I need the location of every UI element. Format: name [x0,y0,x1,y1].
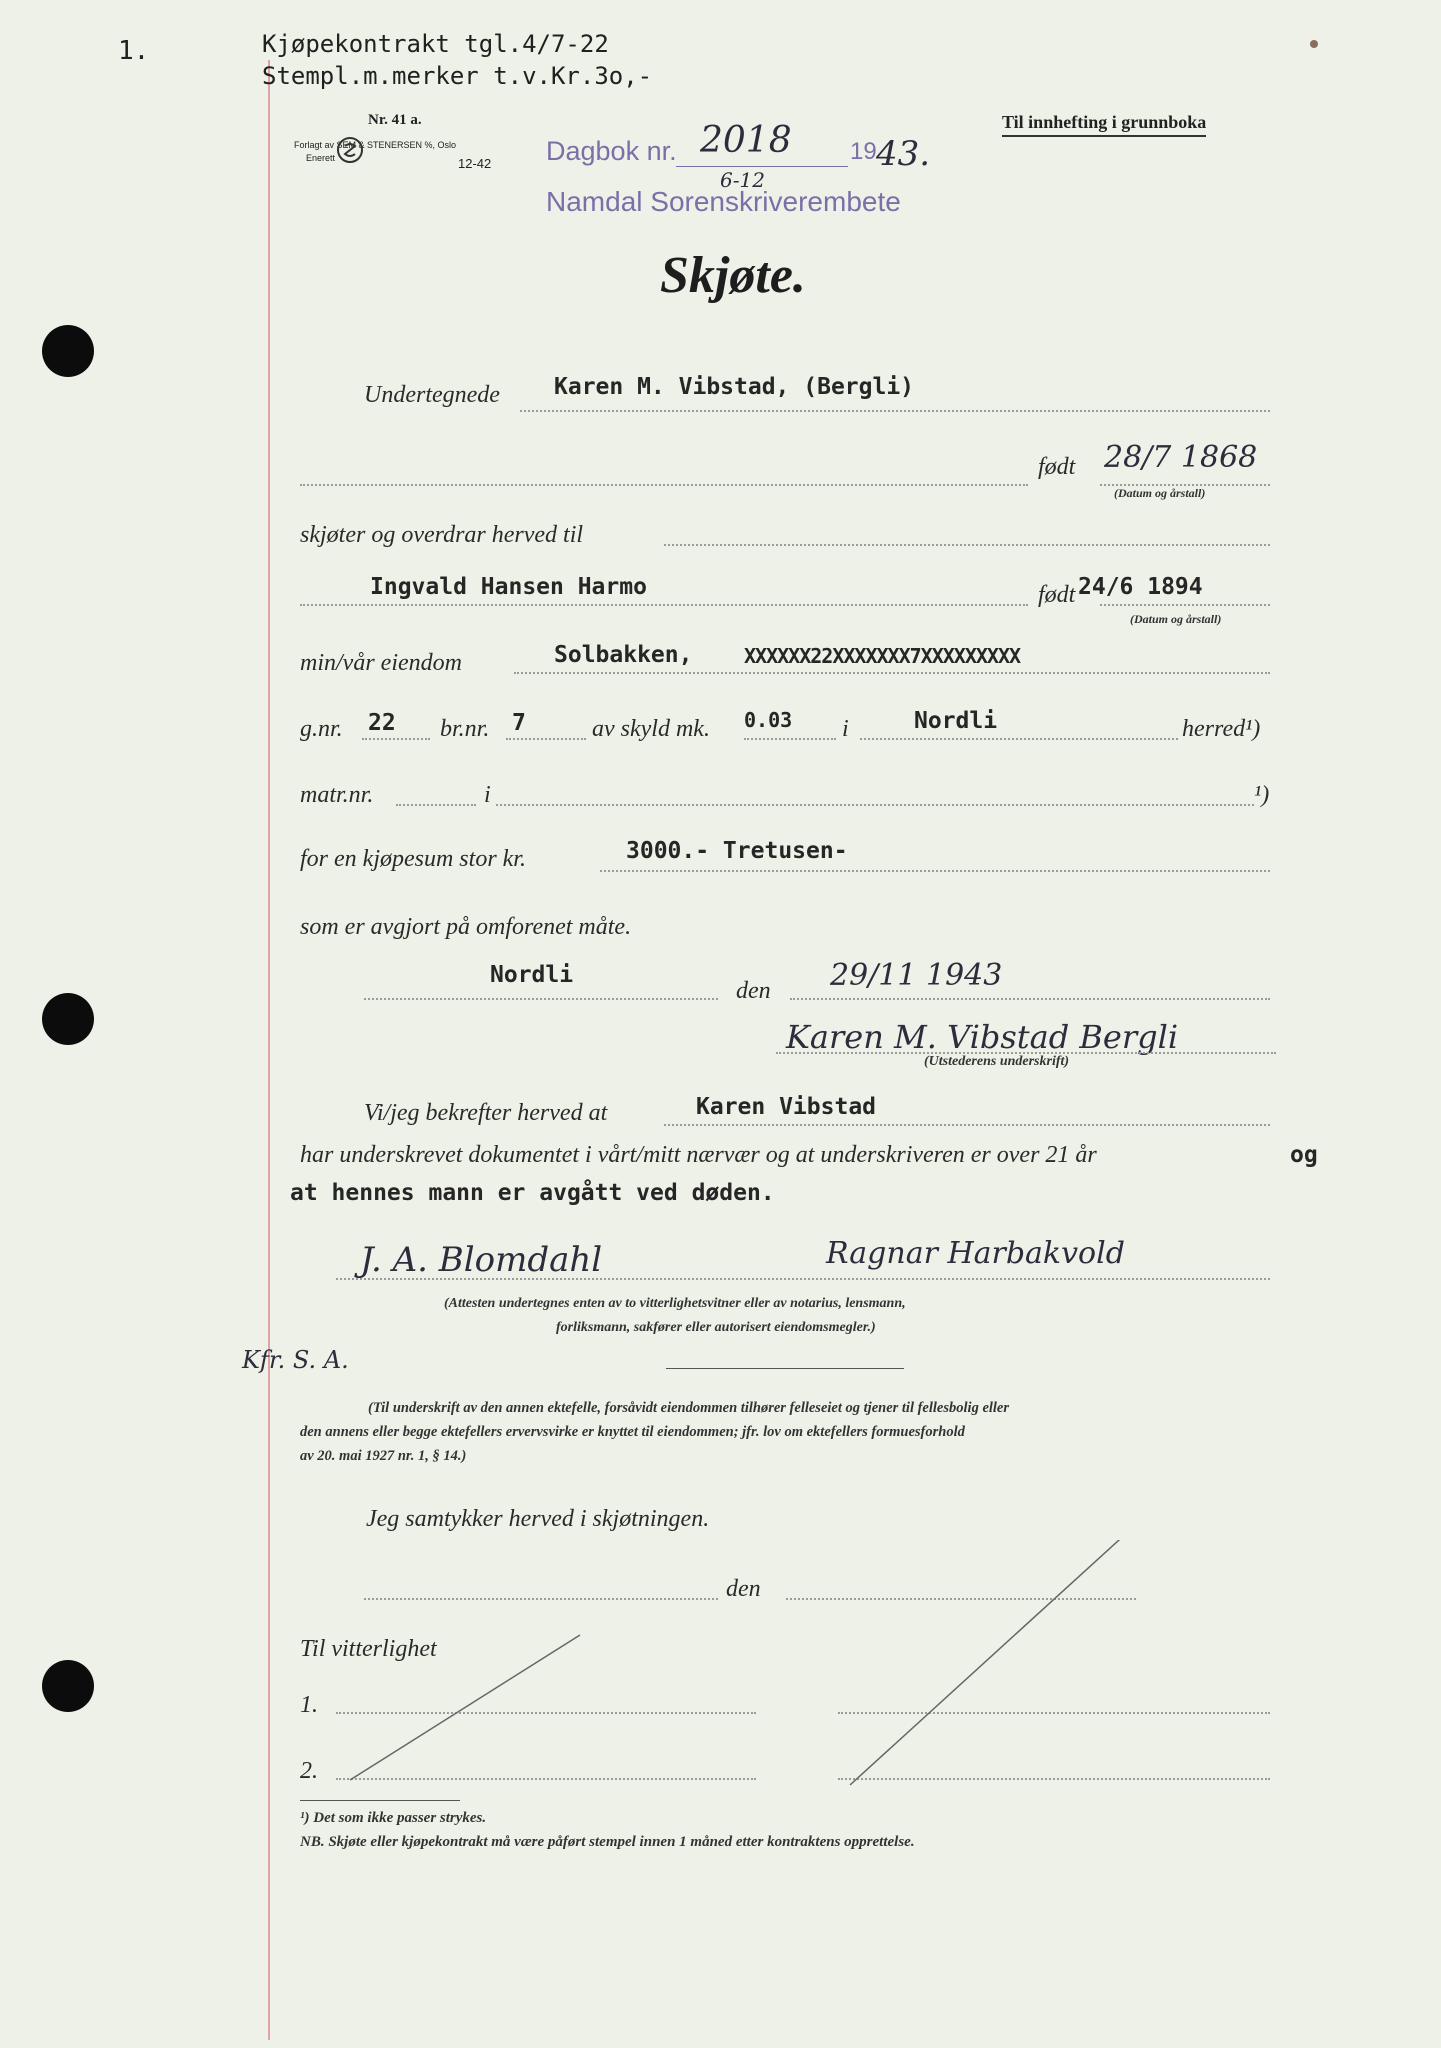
witness-signature-2: Ragnar Harbakvold [826,1236,1125,1271]
dagbok-date: 6-12 [720,168,765,192]
punch-hole [42,325,94,377]
vitterlighet-label: Til vitterlighet [300,1636,437,1662]
fill-line [744,738,836,740]
margin-rule [268,60,270,2040]
deceased-husband-note: at hennes mann er avgått ved døden. [290,1180,775,1206]
fill-line [600,870,1270,872]
skyld-value: 0.03 [744,708,793,732]
dagbok-stamp-label: Dagbok nr. [546,136,677,166]
gnr-label: g.nr. [300,716,343,742]
fill-line [664,544,1270,546]
fodt-label: født [1038,454,1076,480]
brnr-label: br.nr. [440,716,490,742]
publisher-text: Forlagt av SEM & STENERSEN %, Oslo [294,140,457,150]
witness-line-2-label: 2. [300,1758,318,1784]
matr-i-label: i [484,782,491,808]
initials-mark: Kfr. S. A. [242,1346,349,1374]
datum-note: (Datum og årstall) [1114,486,1206,500]
header-line-2: Stempl.m.merker t.v.Kr.3o,- [262,62,653,90]
fill-line [336,1278,1270,1280]
kjopesum-value: 3000.- Tretusen- [626,838,848,864]
document-title: Skjøte. [660,247,806,304]
undertegnede-label: Undertegnede [364,382,500,408]
property-name: Solbakken, [554,642,693,668]
buyer-name: Ingvald Hansen Harmo [370,574,647,600]
form-code: 12-42 [458,156,492,171]
witness-signature-1: J. A. Blomdahl [360,1240,603,1280]
overdrar-label: skjøter og overdrar herved til [300,522,584,548]
witnessed-person: Karen Vibstad [696,1094,877,1120]
office-stamp: Namdal Sorenskriverembete [546,186,901,217]
fill-line [362,738,430,740]
fill-line [300,484,1028,486]
brnr-value: 7 [512,710,526,736]
gnr-value: 22 [368,710,396,736]
year-handwritten: 43. [876,134,931,174]
fill-line [396,804,476,806]
footnote-2: NB. Skjøte eller kjøpekontrakt må være påført stempel innen 1 måned etter kontraktens opprettelse. [300,1834,915,1850]
utsteder-note: (Utstederens underskrift) [924,1054,1070,1069]
matr-label: matr.nr. [300,782,374,808]
seller-name: Karen M. Vibstad, (Bergli) [554,374,915,400]
herred-name: Nordli [914,708,998,734]
spouse-note-3: av 20. mai 1927 nr. 1, § 14.) [300,1448,467,1464]
kjopesum-label: for en kjøpesum stor kr. [300,846,526,872]
dagbok-line [676,166,848,167]
fodt-label-2: født [1038,582,1076,608]
attest-note-1: (Attesten undertegnes enten av to vitterlighetsvitner eller av notarius, lensmann, [444,1296,906,1311]
matr-end: ¹) [1254,782,1270,808]
struck-out-text: XXXXXX22XXXXXXX7XXXXXXXXX [744,644,1021,668]
header-line-1: Kjøpekontrakt tgl.4/7-22 [262,30,609,58]
fill-line [496,804,1254,806]
i-label: i [842,716,849,742]
omforenet-text: som er avgjort på omforenet måte. [300,914,632,940]
fill-line [506,738,586,740]
entry-number: 1. [118,36,150,66]
ink-spot [1310,40,1318,48]
dokument-typed-end: og [1290,1142,1318,1168]
dokument-text: har underskrevet dokumentet i vårt/mitt nærvær og at underskriveren er over 21 år [300,1142,1097,1168]
fill-line [664,1124,1270,1126]
den-label-2: den [726,1576,761,1602]
witness-line-1-label: 1. [300,1692,318,1718]
herred-label: herred¹) [1182,716,1261,742]
eiendom-label: min/vår eiendom [300,650,462,676]
fill-line [364,998,718,1000]
cross-out-strokes [330,1540,1330,1800]
skyld-label: av skyld mk. [592,716,710,742]
seller-signature: Karen M. Vibstad Bergli [786,1018,1179,1056]
fill-line [790,998,1270,1000]
spouse-note-2: den annens eller begge ektefellers ervervsvirke er knyttet til eiendommen; jfr. lov om ektefellers formuesforhold [300,1424,965,1440]
spouse-note-1: (Til underskrift av den annen ektefelle, forsåvidt eiendommen tilhører felleseiet og tjener til fellesbolig eller [368,1400,1010,1416]
attest-note-2: forliksmann, sakfører eller autorisert eiendomsmegler.) [556,1320,876,1335]
form-number: Nr. 41 a. [368,112,422,128]
footnote-rule [300,1800,460,1801]
punch-hole [42,993,94,1045]
fill-line [520,410,1270,412]
samtykker-text: Jeg samtykker herved i skjøtningen. [366,1506,710,1532]
footnote-1: ¹) Det som ikke passer strykes. [300,1810,487,1826]
year-printed: 19 [850,138,877,165]
enerett-text: Enerett [306,153,336,163]
filing-note: Til innhefting i grunnboka [1002,112,1206,137]
fill-line [300,604,1028,606]
fill-line [1100,604,1270,606]
den-label: den [736,978,771,1004]
fill-line [514,672,1270,674]
signing-date: 29/11 1943 [830,958,1003,993]
signing-place: Nordli [490,962,574,988]
dagbok-number: 2018 [700,120,792,161]
buyer-birthdate: 24/6 1894 [1078,574,1203,600]
punch-hole [42,1660,94,1712]
publisher-logo-icon [336,136,364,164]
divider [666,1368,904,1369]
bekrefter-label: Vi/jeg bekrefter herved at [364,1100,608,1126]
datum-note-2: (Datum og årstall) [1130,612,1222,626]
seller-birthdate: 28/7 1868 [1104,440,1258,475]
fill-line [860,738,1178,740]
